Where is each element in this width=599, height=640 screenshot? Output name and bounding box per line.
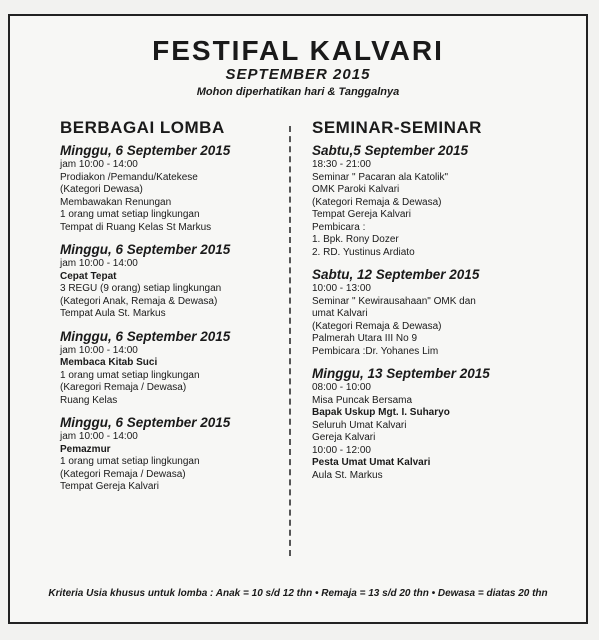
event-date: Sabtu,5 September 2015 xyxy=(312,143,469,158)
event-detail-line: Seminar " Pacaran ala Katolik" xyxy=(312,171,449,183)
event-date: Minggu, 6 September 2015 xyxy=(60,242,231,257)
event-detail-line: Ruang Kelas xyxy=(60,394,118,406)
seminars-column xyxy=(312,118,582,490)
event-date: Minggu, 6 September 2015 xyxy=(60,328,231,344)
event-date: Minggu, 6 September 2015 xyxy=(60,415,231,430)
event-detail-line: Gereja Kalvari xyxy=(312,432,376,443)
event-detail-line: 2. RD. Yustinus Ardiato xyxy=(312,246,415,258)
event-detail-line: Tempat Aula St. Markus xyxy=(60,308,166,319)
event-detail-line: Tempat di Ruang Kelas St Markus xyxy=(60,221,212,233)
event-detail-line: 1. Bpk. Rony Dozer xyxy=(312,234,399,245)
event-detail-line: Misa Puncak Bersama xyxy=(312,394,413,406)
column-divider xyxy=(289,126,291,556)
event-detail-line: jam 10:00 - 14:00 xyxy=(60,344,138,356)
event-detail-line: 10:00 - 13:00 xyxy=(312,283,371,294)
event-detail-line: Prodiakon /Pemandu/Katekese xyxy=(60,171,198,183)
event-block xyxy=(60,415,285,494)
event-detail-line: umat Kalvari xyxy=(312,308,368,319)
notice-text: Mohon diperhatikan hari & Tanggalnya xyxy=(196,86,400,98)
event-detail-line: (Kategori Remaja / Dewasa) xyxy=(60,468,186,480)
competitions-heading: BERBAGAI LOMBA xyxy=(60,118,225,137)
event-detail-line: Bapak Uskup Mgt. I. Suharyo xyxy=(312,407,450,418)
header xyxy=(10,36,586,99)
event-detail-line: 3 REGU (9 orang) setiap lingkungan xyxy=(60,283,222,294)
event-detail-line: (Kategori Dewasa) xyxy=(60,184,143,195)
seminars-list xyxy=(312,143,582,482)
event-detail-line: Pembicara :Dr. Yohanes Lim xyxy=(312,345,439,357)
event-detail-line: 1 orang umat setiap lingkungan xyxy=(60,209,200,220)
event-block xyxy=(60,329,285,408)
event-detail-line: (Karegori Remaja / Dewasa) xyxy=(60,382,187,393)
event-detail-line: Pembicara : xyxy=(312,221,366,233)
event-detail-line: jam 10:00 - 14:00 xyxy=(60,258,138,269)
event-detail-line: 1 orang umat setiap lingkungan xyxy=(60,456,200,467)
event-detail-line: Membawakan Renungan xyxy=(60,196,172,208)
competitions-list xyxy=(60,143,285,494)
page-subtitle: SEPTEMBER 2015 xyxy=(225,66,371,83)
age-criteria-footer: Kriteria Usia khusus untuk lomba : Anak = 10 s/d 12 thn • Remaja = 13 s/d 20 thn • Dewasa = diatas 20 thn xyxy=(48,588,548,599)
event-detail-line: Tempat Gereja Kalvari xyxy=(312,209,411,220)
event-date: Minggu, 6 September 2015 xyxy=(60,143,231,158)
event-detail-line: Pesta Umat Umat Kalvari xyxy=(312,457,431,468)
event-block xyxy=(60,143,285,234)
event-detail-line: (Kategori Remaja & Dewasa) xyxy=(312,320,442,332)
event-detail-line: Tempat Gereja Kalvari xyxy=(60,481,159,492)
columns xyxy=(10,118,586,568)
seminars-heading: SEMINAR-SEMINAR xyxy=(312,118,482,137)
event-detail-line: 10:00 - 12:00 xyxy=(312,444,371,456)
event-detail-line: jam 10:00 - 14:00 xyxy=(60,159,138,170)
event-detail-line: Palmerah Utara III No 9 xyxy=(312,333,418,344)
flyer xyxy=(8,14,588,624)
event-detail-line: Cepat Tepat xyxy=(60,270,117,282)
event-detail-line: Aula St. Markus xyxy=(312,469,383,481)
page-title: FESTIFAL KALVARI xyxy=(152,35,444,66)
event-detail-line: 1 orang umat setiap lingkungan xyxy=(60,369,200,381)
event-detail-line: Membaca Kitab Suci xyxy=(60,357,158,368)
event-detail-line: (Kategori Anak, Remaja & Dewasa) xyxy=(60,295,218,307)
event-detail-line: Seminar " Kewirausahaan" OMK dan xyxy=(312,295,476,307)
event-detail-line: (Kategori Remaja & Dewasa) xyxy=(312,196,442,208)
event-detail-line: 18:30 - 21:00 xyxy=(312,159,371,170)
event-detail-line: Pemazmur xyxy=(60,443,111,455)
event-detail-line: 08:00 - 10:00 xyxy=(312,382,371,393)
event-block xyxy=(312,366,582,482)
event-detail-line: jam 10:00 - 14:00 xyxy=(60,431,138,442)
event-date: Sabtu, 12 September 2015 xyxy=(312,267,480,282)
event-detail-line: OMK Paroki Kalvari xyxy=(312,184,400,195)
event-block xyxy=(312,267,582,358)
event-block xyxy=(312,143,582,259)
event-date: Minggu, 13 September 2015 xyxy=(312,366,490,381)
event-block xyxy=(60,242,285,321)
competitions-column xyxy=(60,118,285,502)
event-detail-line: Seluruh Umat Kalvari xyxy=(312,419,407,431)
